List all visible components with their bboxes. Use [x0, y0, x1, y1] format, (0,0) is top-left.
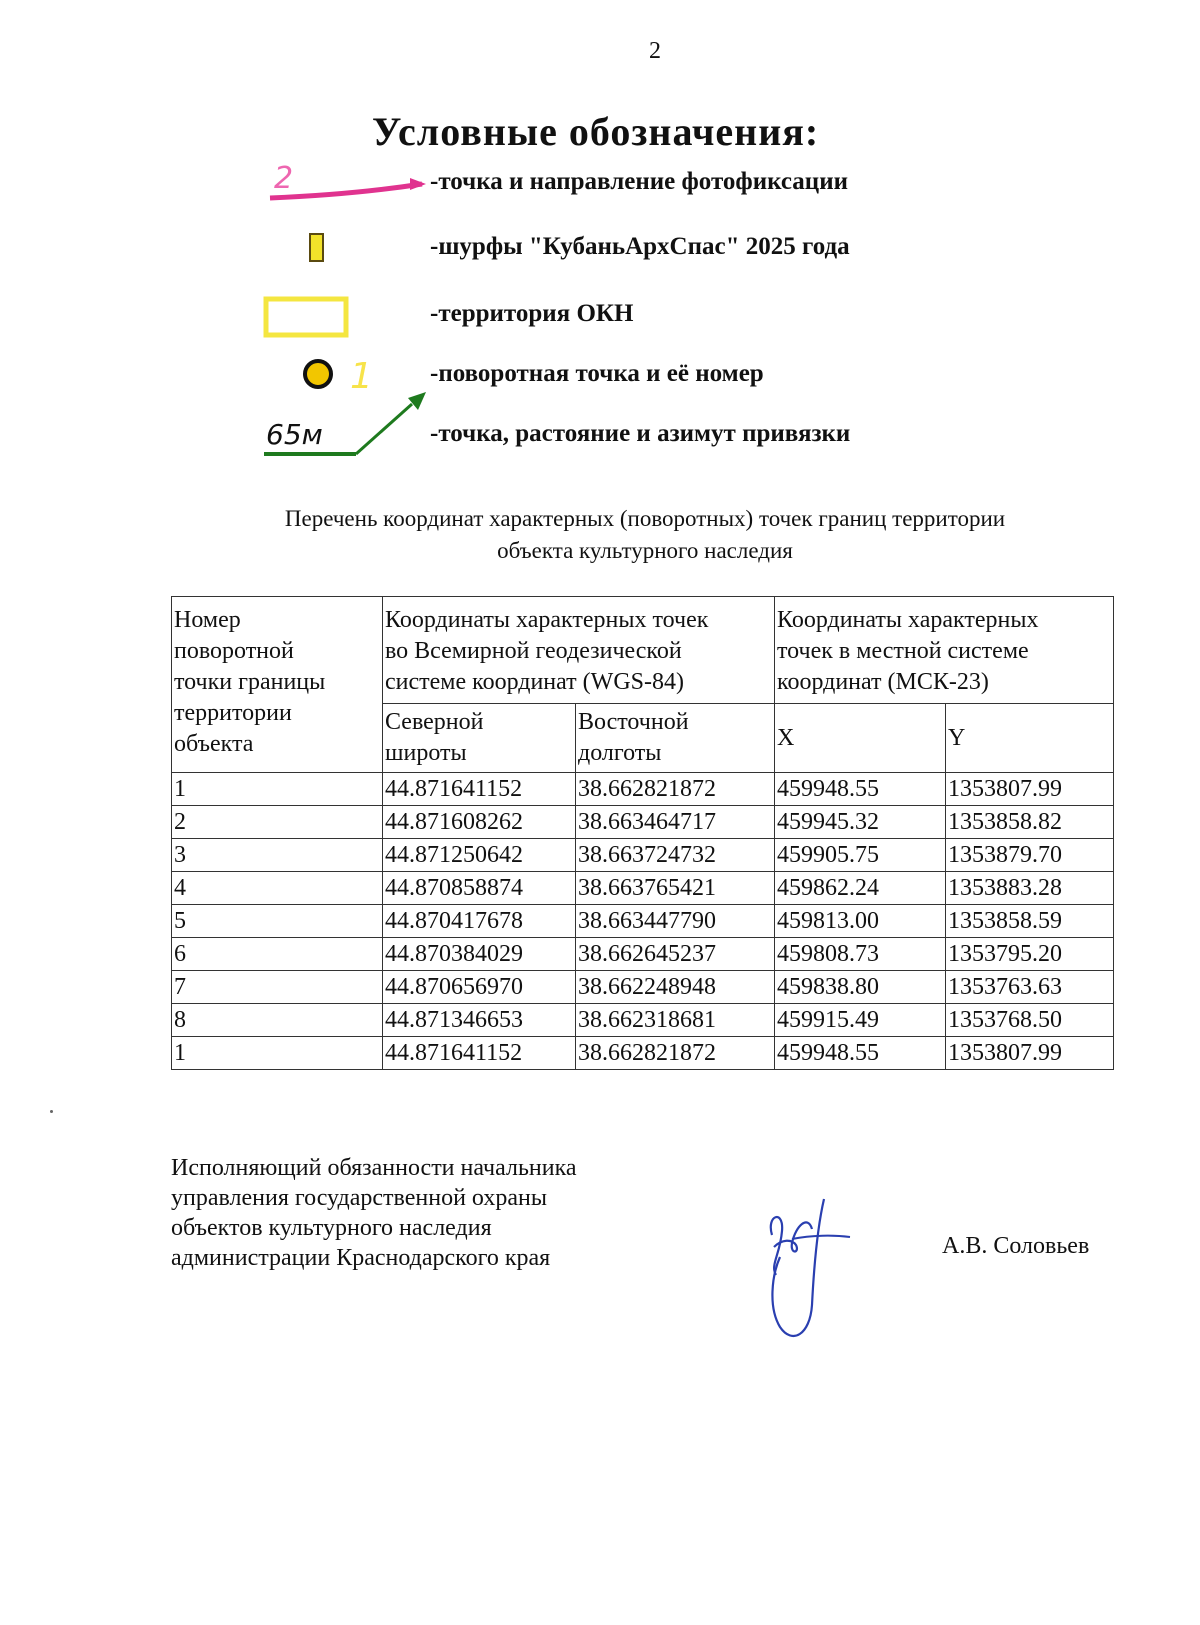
cell-y: 1353883.28: [946, 872, 1114, 905]
scan-speck: [50, 1110, 53, 1113]
table-row: [172, 905, 1114, 938]
cell-x: 459905.75: [775, 839, 946, 872]
table-row: [172, 971, 1114, 1004]
legend-text-pit: -шурфы "КубаньАрхСпас" 2025 года: [430, 233, 850, 260]
heading-line-1: Перечень координат характерных (поворотных) точек границ территории: [284, 506, 1006, 531]
coordinates-table: [171, 596, 1114, 1070]
signatory-line: управления государственной охраны: [171, 1185, 547, 1211]
table-row: [172, 1004, 1114, 1037]
cell-latitude: 44.871608262: [383, 806, 576, 839]
signatory-title: [171, 1153, 577, 1273]
table-row: [172, 872, 1114, 905]
heritage-area-icon: [260, 292, 430, 342]
legend-text-area: -территория ОКН: [430, 300, 634, 327]
table-row: [172, 1037, 1114, 1070]
cell-point: 7: [172, 971, 383, 1004]
cell-x: 459808.73: [775, 938, 946, 971]
cell-x: 459862.24: [775, 872, 946, 905]
heading-line-2: объекта культурного наследия: [497, 538, 793, 563]
cell-latitude: 44.871250642: [383, 839, 576, 872]
cell-longitude: 38.662318681: [576, 1004, 775, 1037]
cell-point: 1: [172, 1037, 383, 1070]
cell-longitude: 38.663724732: [576, 839, 775, 872]
header-msk23: Координаты характерных точек в местной системе координат (МСК-23): [775, 597, 1114, 704]
cell-point: 8: [172, 1004, 383, 1037]
cell-y: 1353807.99: [946, 773, 1114, 806]
cell-y: 1353807.99: [946, 1037, 1114, 1070]
legend-text-bearing: -точка, растояние и азимут привязки: [430, 420, 851, 447]
cell-longitude: 38.663464717: [576, 806, 775, 839]
header-wgs84: Координаты характерных точек во Всемирной геодезической системе координат (WGS-84): [383, 597, 775, 704]
cell-x: 459948.55: [775, 773, 946, 806]
cell-y: 1353858.82: [946, 806, 1114, 839]
header-longitude: Восточной долготы: [576, 704, 775, 773]
document-heading: [150, 503, 1140, 567]
table-header-row: [172, 597, 1114, 704]
cell-point: 1: [172, 773, 383, 806]
cell-y: 1353858.59: [946, 905, 1114, 938]
legend-item-photo: [260, 160, 1020, 210]
signatory-line: администрации Краснодарского края: [171, 1245, 551, 1271]
legend-item-pit: [260, 225, 1020, 275]
cell-y: 1353763.63: [946, 971, 1114, 1004]
cell-x: 459813.00: [775, 905, 946, 938]
signatory-line: объектов культурного наследия: [171, 1215, 492, 1241]
cell-point: 2: [172, 806, 383, 839]
cell-latitude: 44.870384029: [383, 938, 576, 971]
page-number: 2: [649, 38, 661, 64]
cell-latitude: 44.871641152: [383, 773, 576, 806]
legend-item-bearing: [260, 382, 1020, 462]
legend-item-area: [260, 292, 1020, 342]
header-x: X: [775, 704, 946, 773]
signatory-line: Исполняющий обязанности начальника: [171, 1155, 577, 1181]
bearing-distance-label: 65м: [266, 418, 323, 451]
cell-latitude: 44.870858874: [383, 872, 576, 905]
cell-latitude: 44.871641152: [383, 1037, 576, 1070]
photo-point-number: 2: [274, 161, 294, 196]
cell-x: 459838.80: [775, 971, 946, 1004]
reference-bearing-icon: [260, 382, 430, 462]
cell-x: 459945.32: [775, 806, 946, 839]
cell-longitude: 38.662645237: [576, 938, 775, 971]
cell-latitude: 44.870656970: [383, 971, 576, 1004]
header-latitude: Северной широты: [383, 704, 576, 773]
cell-longitude: 38.662821872: [576, 1037, 775, 1070]
table-row: [172, 806, 1114, 839]
table-row: [172, 839, 1114, 872]
legend-title: Условные обозначения:: [372, 109, 820, 154]
cell-y: 1353795.20: [946, 938, 1114, 971]
turning-point-number: 1: [350, 356, 373, 397]
header-y: Y: [946, 704, 1114, 773]
table-row: [172, 938, 1114, 971]
legend-text-point: -поворотная точка и её номер: [430, 360, 764, 387]
cell-y: 1353768.50: [946, 1004, 1114, 1037]
cell-point: 5: [172, 905, 383, 938]
cell-x: 459915.49: [775, 1004, 946, 1037]
signer-name: А.В. Соловьев: [942, 1233, 1090, 1259]
header-point-number: Номер поворотной точки границы территории объекта: [172, 597, 383, 773]
cell-y: 1353879.70: [946, 839, 1114, 872]
cell-point: 4: [172, 872, 383, 905]
cell-longitude: 38.662821872: [576, 773, 775, 806]
cell-longitude: 38.663447790: [576, 905, 775, 938]
test-pit-icon: [260, 225, 430, 275]
photo-direction-arrow-icon: [260, 160, 430, 210]
cell-longitude: 38.662248948: [576, 971, 775, 1004]
cell-point: 6: [172, 938, 383, 971]
handwritten-signature: [762, 1195, 862, 1345]
cell-longitude: 38.663765421: [576, 872, 775, 905]
legend-text-photo: -точка и направление фотофиксации: [430, 168, 849, 195]
table-row: [172, 773, 1114, 806]
cell-latitude: 44.871346653: [383, 1004, 576, 1037]
cell-point: 3: [172, 839, 383, 872]
cell-x: 459948.55: [775, 1037, 946, 1070]
cell-latitude: 44.870417678: [383, 905, 576, 938]
